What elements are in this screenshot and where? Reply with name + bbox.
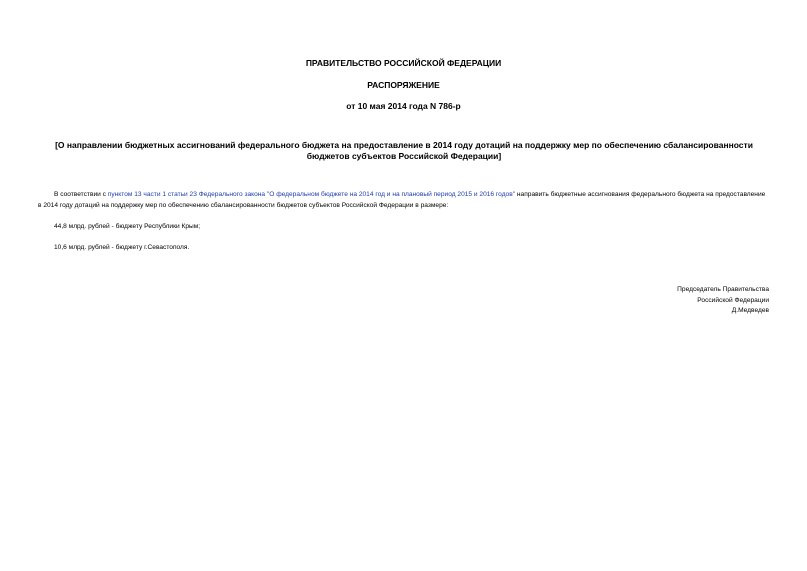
signature-organization: Российской Федерации [697,296,769,304]
government-heading: ПРАВИТЕЛЬСТВО РОССИЙСКОЙ ФЕДЕРАЦИИ [305,58,502,68]
document-date-number: от 10 мая 2014 года N 786-р [346,101,461,111]
main-paragraph-suffix: направить бюджетные ассигнования федерального бюджета на предоставление в 2014 году дотаций на поддержку мер по обеспечению сбалансированности бюджетов субъектов Российской Федерации в размере: [38,191,766,209]
signature-position: Председатель Правительства [677,286,769,293]
document-type-heading: РАСПОРЯЖЕНИЕ [367,80,440,90]
main-paragraph [38,190,768,211]
allocation-item-crimea: 44,8 млрд. рублей - бюджету Республики Крым; [54,223,201,230]
signature-block [677,285,769,317]
main-paragraph-prefix: В соответствии с [54,191,108,198]
signature-name: Д.Медведев [731,307,769,314]
law-article-link[interactable]: пунктом 13 части 1 статьи 23 Федерального закона "О федеральном бюджете на 2014 год и на плановый период 2015 и 2016 годов" [107,191,516,198]
document-title: [О направлении бюджетных ассигнований федерального бюджета на предоставление в 2014 году дотаций на поддержку мер по обеспечению сбалансированности бюджетов субъектов Российской Федерации] [55,140,753,161]
allocation-item-sevastopol: 10,6 млрд. рублей - бюджету г.Севастополя. [54,244,190,251]
